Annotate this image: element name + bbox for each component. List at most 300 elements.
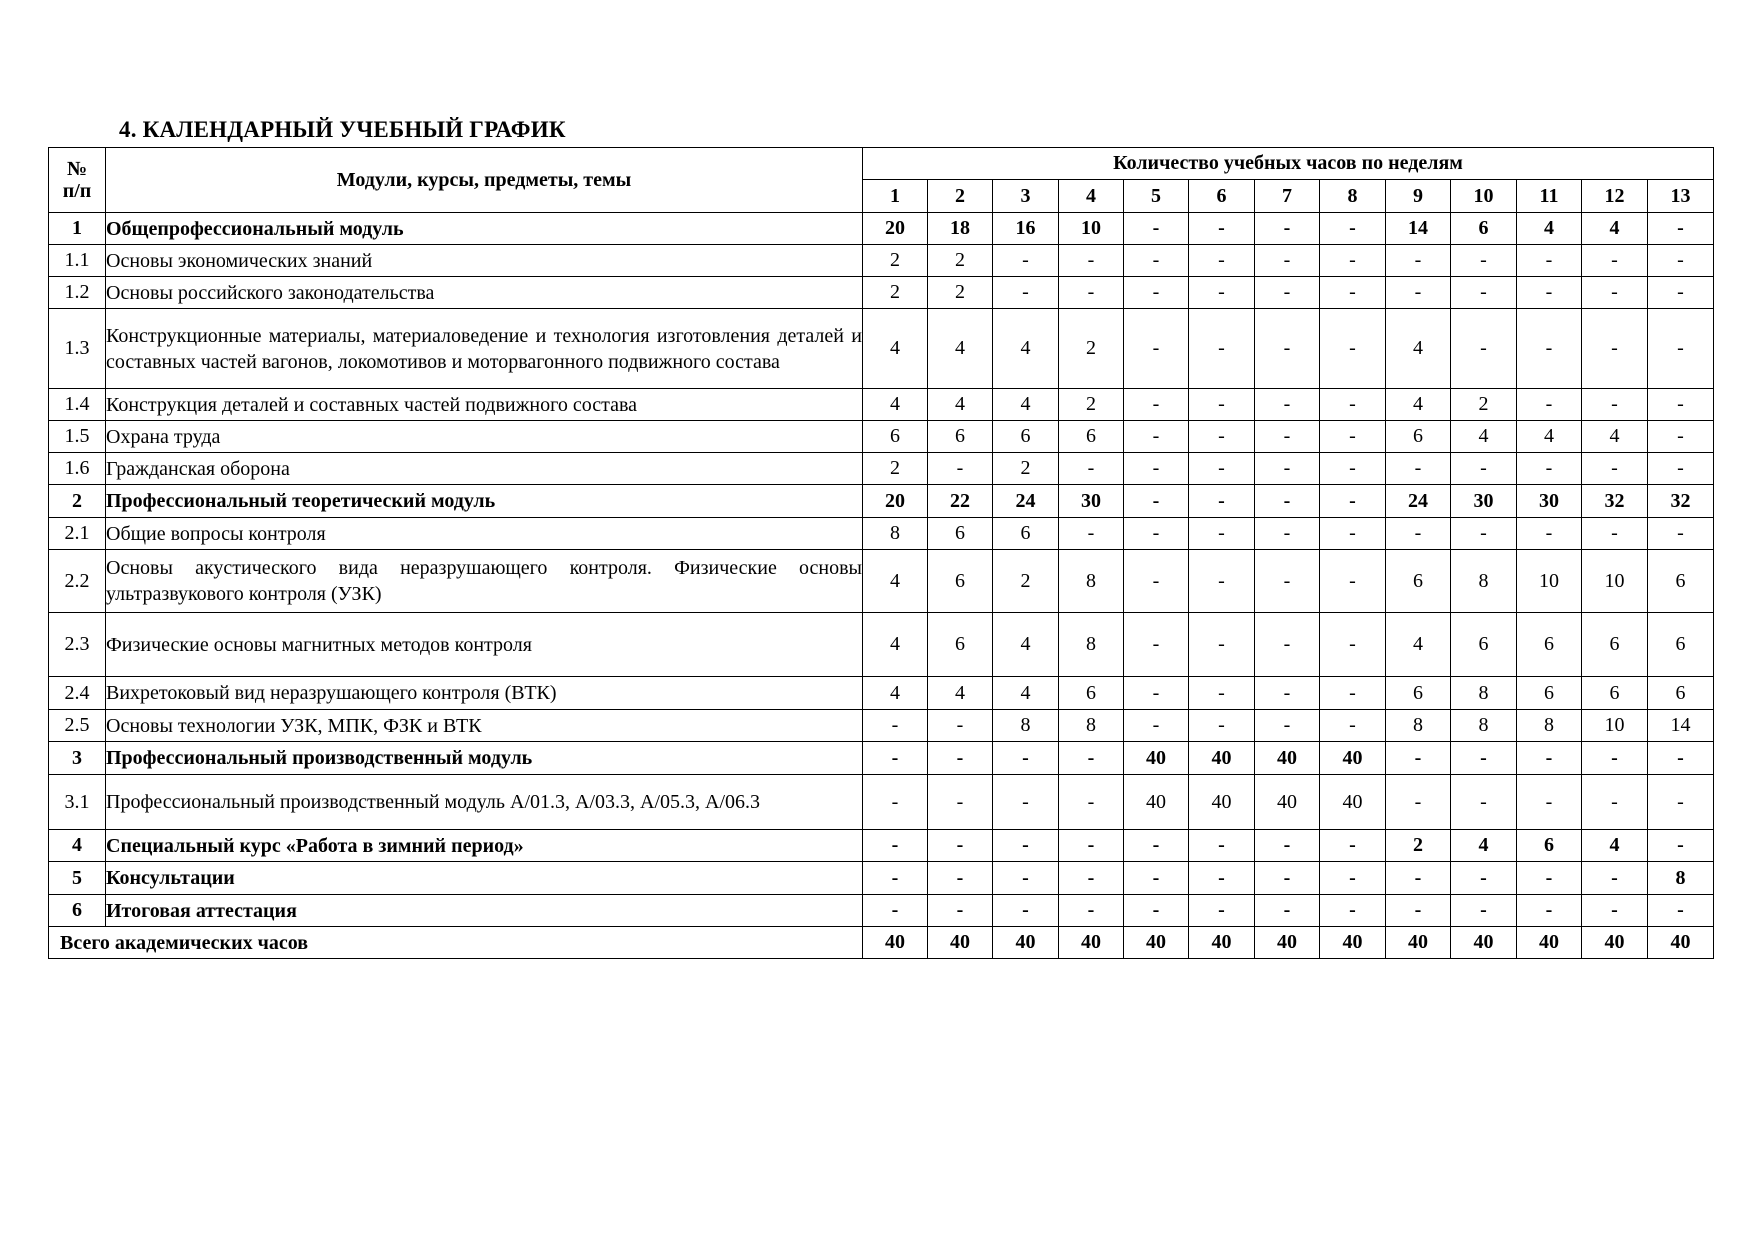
- hours-cell: 2: [928, 245, 993, 277]
- hours-cell: -: [1320, 550, 1386, 613]
- hours-cell: 10: [1582, 550, 1648, 613]
- hours-cell: -: [1124, 277, 1189, 309]
- hours-cell: 10: [1059, 213, 1124, 245]
- hours-cell: 8: [1517, 710, 1582, 742]
- hours-cell: -: [1189, 277, 1255, 309]
- hours-cell: -: [1124, 518, 1189, 550]
- hours-cell: -: [1189, 518, 1255, 550]
- hours-cell: -: [1124, 677, 1189, 710]
- hours-cell: -: [863, 775, 928, 830]
- hours-cell: 6: [993, 518, 1059, 550]
- hours-cell: -: [928, 775, 993, 830]
- hours-cell: -: [1320, 277, 1386, 309]
- hours-cell: 40: [1189, 775, 1255, 830]
- schedule-body: [49, 213, 1714, 959]
- schedule-table: [48, 147, 1714, 959]
- hours-cell: 4: [863, 389, 928, 421]
- hours-cell: -: [1059, 453, 1124, 485]
- hours-cell: 6: [1648, 613, 1714, 677]
- hours-cell: 4: [928, 309, 993, 389]
- hours-cell: -: [863, 895, 928, 927]
- hours-cell: -: [1124, 830, 1189, 862]
- hours-cell: 2: [1059, 309, 1124, 389]
- hours-cell: -: [863, 742, 928, 775]
- hours-cell: 8: [1059, 710, 1124, 742]
- hours-cell: -: [993, 895, 1059, 927]
- hours-cell: -: [1386, 245, 1451, 277]
- week-header: 12: [1582, 180, 1648, 213]
- hours-cell: -: [1386, 895, 1451, 927]
- hours-cell: 4: [1451, 830, 1517, 862]
- column-header-weeks: Количество учебных часов по неделям: [863, 148, 1714, 180]
- hours-cell: 8: [1451, 710, 1517, 742]
- hours-cell: -: [1124, 550, 1189, 613]
- week-header: 4: [1059, 180, 1124, 213]
- table-row: [49, 245, 1714, 277]
- hours-cell: -: [1255, 613, 1320, 677]
- total-hours-cell: 40: [1255, 927, 1320, 959]
- hours-cell: -: [1124, 613, 1189, 677]
- row-number: 1.6: [49, 453, 106, 485]
- hours-cell: -: [928, 742, 993, 775]
- hours-cell: 4: [1582, 830, 1648, 862]
- hours-cell: -: [1255, 245, 1320, 277]
- hours-cell: -: [1320, 613, 1386, 677]
- week-header: 9: [1386, 180, 1451, 213]
- hours-cell: -: [993, 277, 1059, 309]
- hours-cell: -: [928, 830, 993, 862]
- column-header-number: [49, 148, 106, 213]
- page-title: 4. КАЛЕНДАРНЫЙ УЧЕБНЫЙ ГРАФИК: [119, 117, 566, 142]
- table-row: [49, 518, 1714, 550]
- hours-cell: 4: [928, 389, 993, 421]
- hours-cell: -: [1451, 775, 1517, 830]
- hours-cell: 4: [928, 677, 993, 710]
- total-hours-cell: 40: [1124, 927, 1189, 959]
- hours-cell: -: [1124, 309, 1189, 389]
- hours-cell: 18: [928, 213, 993, 245]
- table-row: [49, 309, 1714, 389]
- hours-cell: 10: [1582, 710, 1648, 742]
- hours-cell: 6: [1517, 677, 1582, 710]
- row-number: 1.3: [49, 309, 106, 389]
- hours-cell: -: [1517, 277, 1582, 309]
- hours-cell: 8: [1451, 550, 1517, 613]
- hours-cell: -: [1648, 775, 1714, 830]
- hours-cell: -: [1320, 518, 1386, 550]
- hours-cell: 4: [1517, 213, 1582, 245]
- table-row: [49, 453, 1714, 485]
- header-row: [49, 148, 1714, 180]
- total-hours-cell: 40: [928, 927, 993, 959]
- hours-cell: -: [1517, 389, 1582, 421]
- hours-cell: 6: [1517, 613, 1582, 677]
- hours-cell: 6: [928, 613, 993, 677]
- hours-cell: 6: [1582, 613, 1648, 677]
- hours-cell: -: [993, 245, 1059, 277]
- hours-cell: -: [1648, 245, 1714, 277]
- hours-cell: -: [928, 453, 993, 485]
- hours-cell: 4: [1582, 421, 1648, 453]
- hours-cell: -: [1189, 862, 1255, 895]
- row-title: Профессиональный производственный модуль А/01.3, А/03.3, А/05.3, А/06.3: [106, 775, 863, 830]
- row-number: 1.1: [49, 245, 106, 277]
- hours-cell: -: [1124, 213, 1189, 245]
- hours-cell: -: [928, 862, 993, 895]
- hours-cell: -: [1320, 830, 1386, 862]
- hours-cell: -: [1189, 550, 1255, 613]
- row-number: 1.2: [49, 277, 106, 309]
- hours-cell: -: [1189, 245, 1255, 277]
- hours-cell: 2: [1451, 389, 1517, 421]
- table-row: [49, 277, 1714, 309]
- hours-cell: -: [1255, 277, 1320, 309]
- number-label-line2: п/п: [62, 180, 92, 202]
- hours-cell: 40: [1320, 742, 1386, 775]
- row-number: 1.5: [49, 421, 106, 453]
- hours-cell: -: [1320, 677, 1386, 710]
- hours-cell: 4: [1451, 421, 1517, 453]
- hours-cell: -: [1517, 245, 1582, 277]
- total-hours-cell: 40: [1386, 927, 1451, 959]
- hours-cell: -: [1320, 895, 1386, 927]
- hours-cell: 2: [928, 277, 993, 309]
- hours-cell: -: [1320, 421, 1386, 453]
- hours-cell: 20: [863, 213, 928, 245]
- table-row: [49, 830, 1714, 862]
- hours-cell: 2: [1059, 389, 1124, 421]
- table-row: [49, 862, 1714, 895]
- hours-cell: -: [863, 710, 928, 742]
- hours-cell: -: [1582, 277, 1648, 309]
- hours-cell: -: [1386, 277, 1451, 309]
- row-title: Охрана труда: [106, 421, 863, 453]
- row-title: Общие вопросы контроля: [106, 518, 863, 550]
- hours-cell: 14: [1648, 710, 1714, 742]
- hours-cell: -: [1582, 389, 1648, 421]
- hours-cell: -: [1189, 213, 1255, 245]
- hours-cell: -: [1517, 742, 1582, 775]
- hours-cell: -: [1648, 277, 1714, 309]
- hours-cell: -: [1189, 830, 1255, 862]
- hours-cell: 4: [1582, 213, 1648, 245]
- row-number: 3.1: [49, 775, 106, 830]
- hours-cell: -: [1517, 518, 1582, 550]
- hours-cell: 6: [1386, 421, 1451, 453]
- hours-cell: 6: [1517, 830, 1582, 862]
- hours-cell: 2: [993, 453, 1059, 485]
- hours-cell: -: [1255, 518, 1320, 550]
- hours-cell: -: [1451, 895, 1517, 927]
- hours-cell: -: [928, 895, 993, 927]
- hours-cell: 4: [863, 550, 928, 613]
- hours-cell: -: [1320, 245, 1386, 277]
- table-row: [49, 485, 1714, 518]
- hours-cell: 6: [1386, 677, 1451, 710]
- number-label-line1: №: [66, 158, 88, 180]
- row-title: Вихретоковый вид неразрушающего контроля (ВТК): [106, 677, 863, 710]
- hours-cell: 30: [1517, 485, 1582, 518]
- hours-cell: -: [1059, 862, 1124, 895]
- table-row: [49, 775, 1714, 830]
- hours-cell: 4: [993, 389, 1059, 421]
- row-title: Конструкционные материалы, материаловедение и технология изготовления деталей и составных частей вагонов, локомотивов и моторвагонного подвижного состава: [106, 309, 863, 389]
- week-header: 6: [1189, 180, 1255, 213]
- hours-cell: 14: [1386, 213, 1451, 245]
- hours-cell: -: [1582, 245, 1648, 277]
- hours-cell: 6: [1582, 677, 1648, 710]
- row-title: Основы экономических знаний: [106, 245, 863, 277]
- row-number: 5: [49, 862, 106, 895]
- hours-cell: -: [1517, 453, 1582, 485]
- hours-cell: -: [1189, 710, 1255, 742]
- row-number: 1: [49, 213, 106, 245]
- hours-cell: 6: [1451, 613, 1517, 677]
- hours-cell: -: [1451, 245, 1517, 277]
- row-title: Профессиональный производственный модуль: [106, 742, 863, 775]
- hours-cell: -: [1386, 742, 1451, 775]
- row-title: Итоговая аттестация: [106, 895, 863, 927]
- hours-cell: -: [1582, 775, 1648, 830]
- hours-cell: -: [1517, 895, 1582, 927]
- hours-cell: -: [1648, 895, 1714, 927]
- total-hours-cell: 40: [1320, 927, 1386, 959]
- hours-cell: -: [1059, 277, 1124, 309]
- row-title: Основы российского законодательства: [106, 277, 863, 309]
- row-number: 3: [49, 742, 106, 775]
- hours-cell: -: [1255, 309, 1320, 389]
- hours-cell: -: [1255, 421, 1320, 453]
- row-title: Физические основы магнитных методов контроля: [106, 613, 863, 677]
- week-header: 1: [863, 180, 928, 213]
- column-header-modules: Модули, курсы, предметы, темы: [106, 148, 863, 213]
- hours-cell: -: [993, 830, 1059, 862]
- hours-cell: -: [863, 830, 928, 862]
- hours-cell: -: [1255, 862, 1320, 895]
- hours-cell: 30: [1059, 485, 1124, 518]
- hours-cell: -: [1648, 453, 1714, 485]
- week-header: 2: [928, 180, 993, 213]
- week-header: 10: [1451, 180, 1517, 213]
- hours-cell: 6: [863, 421, 928, 453]
- hours-cell: 6: [1648, 550, 1714, 613]
- hours-cell: 2: [1386, 830, 1451, 862]
- row-number: 2.2: [49, 550, 106, 613]
- hours-cell: -: [1124, 421, 1189, 453]
- hours-cell: 40: [1255, 742, 1320, 775]
- hours-cell: 6: [1386, 550, 1451, 613]
- hours-cell: -: [1255, 550, 1320, 613]
- hours-cell: -: [1451, 518, 1517, 550]
- hours-cell: -: [863, 862, 928, 895]
- total-hours-cell: 40: [1648, 927, 1714, 959]
- hours-cell: -: [1189, 389, 1255, 421]
- hours-cell: -: [1386, 862, 1451, 895]
- hours-cell: -: [1059, 742, 1124, 775]
- hours-cell: -: [1124, 895, 1189, 927]
- hours-cell: 32: [1582, 485, 1648, 518]
- row-number: 1.4: [49, 389, 106, 421]
- hours-cell: -: [1189, 677, 1255, 710]
- week-header: 7: [1255, 180, 1320, 213]
- hours-cell: -: [1320, 710, 1386, 742]
- hours-cell: -: [1124, 245, 1189, 277]
- hours-cell: 8: [1386, 710, 1451, 742]
- hours-cell: -: [1124, 453, 1189, 485]
- hours-cell: 6: [1059, 421, 1124, 453]
- hours-cell: 4: [993, 613, 1059, 677]
- hours-cell: 4: [863, 613, 928, 677]
- hours-cell: -: [1124, 485, 1189, 518]
- hours-cell: -: [1517, 309, 1582, 389]
- hours-cell: -: [1059, 775, 1124, 830]
- row-title: Конструкция деталей и составных частей подвижного состава: [106, 389, 863, 421]
- table-row: [49, 613, 1714, 677]
- hours-cell: 4: [1386, 389, 1451, 421]
- hours-cell: -: [1320, 389, 1386, 421]
- total-hours-cell: 40: [1451, 927, 1517, 959]
- hours-cell: -: [1582, 895, 1648, 927]
- week-header: 11: [1517, 180, 1582, 213]
- row-number: 2.4: [49, 677, 106, 710]
- hours-cell: -: [1386, 518, 1451, 550]
- hours-cell: 32: [1648, 485, 1714, 518]
- hours-cell: -: [928, 710, 993, 742]
- hours-cell: -: [1648, 421, 1714, 453]
- hours-cell: 20: [863, 485, 928, 518]
- hours-cell: 30: [1451, 485, 1517, 518]
- hours-cell: 8: [1451, 677, 1517, 710]
- hours-cell: -: [1582, 518, 1648, 550]
- hours-cell: 6: [1648, 677, 1714, 710]
- hours-cell: -: [1582, 309, 1648, 389]
- hours-cell: 2: [863, 453, 928, 485]
- hours-cell: 6: [928, 518, 993, 550]
- hours-cell: -: [1648, 830, 1714, 862]
- hours-cell: -: [1386, 453, 1451, 485]
- table-row: [49, 213, 1714, 245]
- hours-cell: 24: [1386, 485, 1451, 518]
- hours-cell: 2: [863, 277, 928, 309]
- hours-cell: 4: [993, 677, 1059, 710]
- total-hours-cell: 40: [1517, 927, 1582, 959]
- hours-cell: -: [1255, 677, 1320, 710]
- table-row: [49, 742, 1714, 775]
- hours-cell: -: [1648, 309, 1714, 389]
- hours-cell: 8: [863, 518, 928, 550]
- hours-cell: 6: [928, 550, 993, 613]
- hours-cell: -: [1386, 775, 1451, 830]
- row-title: Специальный курс «Работа в зимний период»: [106, 830, 863, 862]
- row-title: Профессиональный теоретический модуль: [106, 485, 863, 518]
- hours-cell: -: [1648, 389, 1714, 421]
- hours-cell: 22: [928, 485, 993, 518]
- hours-cell: -: [1320, 485, 1386, 518]
- row-title: Консультации: [106, 862, 863, 895]
- total-hours-cell: 40: [863, 927, 928, 959]
- hours-cell: 6: [1059, 677, 1124, 710]
- hours-cell: 24: [993, 485, 1059, 518]
- hours-cell: -: [1189, 453, 1255, 485]
- hours-cell: -: [1189, 421, 1255, 453]
- hours-cell: 10: [1517, 550, 1582, 613]
- hours-cell: 6: [1451, 213, 1517, 245]
- total-row: [49, 927, 1714, 959]
- hours-cell: -: [1189, 309, 1255, 389]
- row-number: 6: [49, 895, 106, 927]
- hours-cell: -: [1255, 710, 1320, 742]
- total-label: Всего академических часов: [49, 927, 863, 959]
- hours-cell: -: [1059, 245, 1124, 277]
- hours-cell: -: [993, 862, 1059, 895]
- hours-cell: -: [1255, 485, 1320, 518]
- hours-cell: -: [1648, 518, 1714, 550]
- hours-cell: -: [1517, 775, 1582, 830]
- hours-cell: 8: [993, 710, 1059, 742]
- table-row: [49, 677, 1714, 710]
- hours-cell: -: [1582, 453, 1648, 485]
- week-header: 13: [1648, 180, 1714, 213]
- row-number: 2: [49, 485, 106, 518]
- week-header: 5: [1124, 180, 1189, 213]
- hours-cell: -: [1255, 213, 1320, 245]
- table-row: [49, 895, 1714, 927]
- hours-cell: 4: [1517, 421, 1582, 453]
- hours-cell: -: [1059, 895, 1124, 927]
- hours-cell: 4: [993, 309, 1059, 389]
- table-row: [49, 421, 1714, 453]
- hours-cell: 4: [863, 677, 928, 710]
- hours-cell: -: [1059, 830, 1124, 862]
- hours-cell: -: [1124, 862, 1189, 895]
- total-hours-cell: 40: [1582, 927, 1648, 959]
- hours-cell: 6: [928, 421, 993, 453]
- hours-cell: -: [1451, 453, 1517, 485]
- row-number: 2.3: [49, 613, 106, 677]
- row-title: Гражданская оборона: [106, 453, 863, 485]
- hours-cell: 8: [1648, 862, 1714, 895]
- hours-cell: -: [1124, 389, 1189, 421]
- hours-cell: -: [1320, 453, 1386, 485]
- hours-cell: -: [1059, 518, 1124, 550]
- hours-cell: -: [1582, 862, 1648, 895]
- table-row: [49, 389, 1714, 421]
- row-number: 4: [49, 830, 106, 862]
- row-number: 2.5: [49, 710, 106, 742]
- hours-cell: -: [1648, 742, 1714, 775]
- hours-cell: -: [1320, 862, 1386, 895]
- hours-cell: 8: [1059, 613, 1124, 677]
- hours-cell: 40: [1124, 742, 1189, 775]
- hours-cell: 8: [1059, 550, 1124, 613]
- hours-cell: 4: [863, 309, 928, 389]
- table-row: [49, 550, 1714, 613]
- hours-cell: -: [1255, 389, 1320, 421]
- hours-cell: 2: [993, 550, 1059, 613]
- hours-cell: -: [1451, 742, 1517, 775]
- row-title: Общепрофессиональный модуль: [106, 213, 863, 245]
- row-title: Основы акустического вида неразрушающего контроля. Физические основы ультразвукового контроля (УЗК): [106, 550, 863, 613]
- hours-cell: -: [1648, 213, 1714, 245]
- row-number: 2.1: [49, 518, 106, 550]
- hours-cell: 40: [1255, 775, 1320, 830]
- hours-cell: 4: [1386, 613, 1451, 677]
- hours-cell: -: [993, 775, 1059, 830]
- hours-cell: -: [1320, 213, 1386, 245]
- hours-cell: 2: [863, 245, 928, 277]
- hours-cell: -: [1255, 895, 1320, 927]
- hours-cell: 6: [993, 421, 1059, 453]
